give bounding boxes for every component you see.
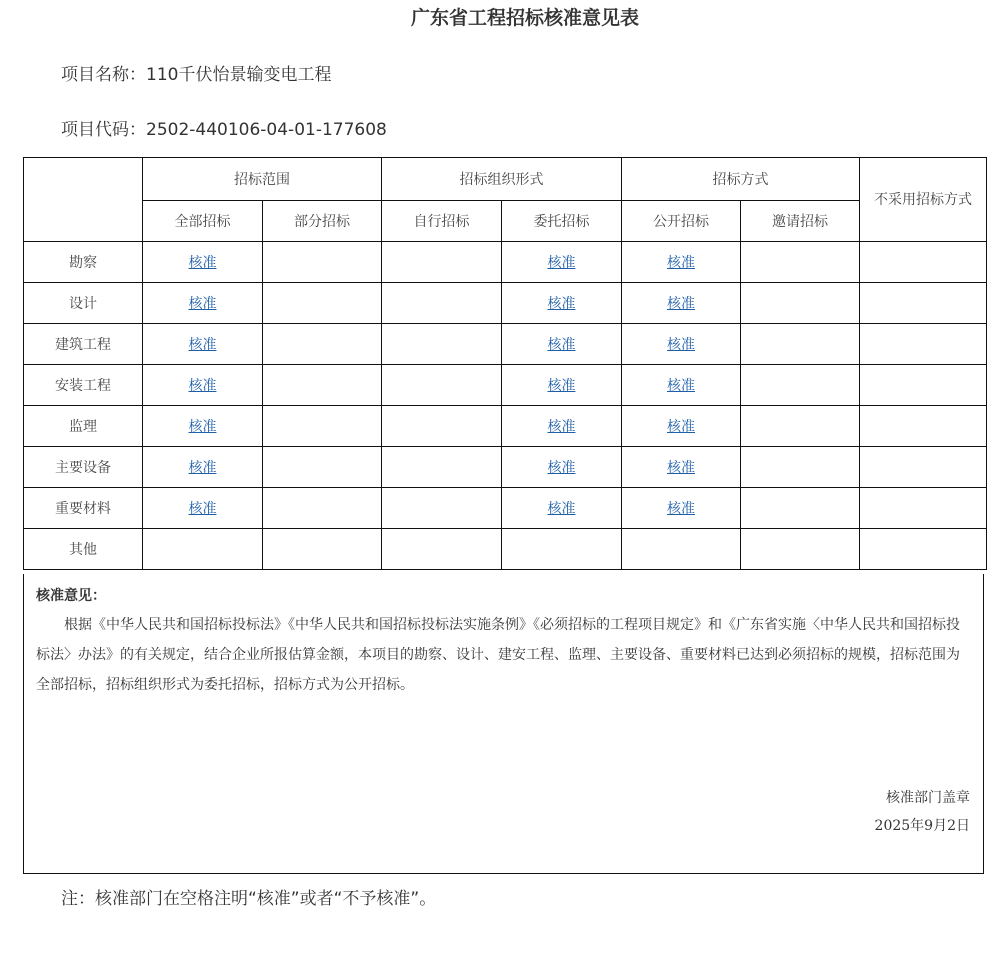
table-cell: [263, 283, 382, 324]
subheader-open-bidding: 公开招标: [622, 201, 741, 242]
table-cell: [622, 529, 741, 570]
table-cell: [741, 406, 860, 447]
group-header-organization: 招标组织形式: [382, 158, 622, 201]
table-row: [24, 324, 987, 365]
approval-link[interactable]: 核准: [547, 337, 576, 353]
table-cell: [860, 447, 987, 488]
department-seal-label: 核准部门盖章: [886, 790, 970, 806]
table-cell: [382, 283, 502, 324]
table-cell: [741, 283, 860, 324]
table-cell: [622, 488, 741, 529]
approval-link[interactable]: 核准: [667, 501, 695, 517]
header-row-subcolumns: [24, 201, 987, 242]
table-cell: [860, 488, 987, 529]
table-cell: [143, 283, 263, 324]
approval-link[interactable]: 核准: [547, 255, 576, 271]
table-cell: [622, 242, 741, 283]
table-cell: [143, 324, 263, 365]
table-cell: [741, 488, 860, 529]
table-cell: [382, 365, 502, 406]
project-name-label: 项目名称：: [61, 65, 146, 85]
table-cell: [860, 242, 987, 283]
approval-link[interactable]: 核准: [188, 337, 217, 353]
table-cell: [263, 447, 382, 488]
approval-link[interactable]: 核准: [547, 460, 576, 476]
table-cell: [143, 365, 263, 406]
table-cell: [502, 365, 622, 406]
project-name-value: 110千伏怡景输变电工程: [146, 65, 332, 85]
table-row: [24, 283, 987, 324]
row-label: 其他: [24, 529, 143, 570]
table-cell: [622, 447, 741, 488]
subheader-entrusted: 委托招标: [502, 201, 622, 242]
table-row: [24, 529, 987, 570]
footnote: 注：核准部门在空格注明“核准”或者“不予核准”。: [61, 889, 437, 909]
row-label: 安装工程: [24, 365, 143, 406]
table-cell: [263, 488, 382, 529]
project-code-label: 项目代码：: [61, 120, 146, 140]
approval-link[interactable]: 核准: [188, 255, 217, 271]
table-cell: [860, 283, 987, 324]
table-cell: [263, 529, 382, 570]
table-cell: [860, 529, 987, 570]
page-title: 广东省工程招标核准意见表: [410, 7, 639, 29]
approval-link[interactable]: 核准: [667, 378, 695, 394]
approval-link[interactable]: 核准: [667, 255, 695, 271]
table-cell: [382, 324, 502, 365]
table-cell: [382, 406, 502, 447]
approval-link[interactable]: 核准: [188, 419, 217, 435]
approval-date: 2025年9月2日: [874, 818, 970, 834]
row-label: 建筑工程: [24, 324, 143, 365]
group-header-method: 招标方式: [622, 158, 860, 201]
table-cell: [502, 283, 622, 324]
row-label: 主要设备: [24, 447, 143, 488]
approval-link[interactable]: 核准: [667, 337, 695, 353]
table-cell: [741, 447, 860, 488]
project-code-value: 2502-440106-04-01-177608: [146, 120, 387, 140]
table-cell: [860, 324, 987, 365]
row-label: 设计: [24, 283, 143, 324]
corner-cell: [24, 158, 143, 242]
table-cell: [382, 529, 502, 570]
table-cell: [143, 529, 263, 570]
table-cell: [860, 406, 987, 447]
opinion-text: 根据《中华人民共和国招标投标法》《中华人民共和国招标投标法实施条例》《必须招标的工程项目规定》和《广东省实施〈中华人民共和国招标投标法〉办法》的有关规定，结合企业所报估算金额，本项目的勘察、设计、建安工程、监理、主要设备、重要材料已达到必须招标的规模，招标范围为全部招标，招标组织形式为委托招标，招标方式为公开招标。: [36, 617, 960, 693]
approval-link[interactable]: 核准: [547, 296, 576, 312]
table-cell: [143, 406, 263, 447]
table-cell: [502, 242, 622, 283]
table-row: [24, 488, 987, 529]
approval-link[interactable]: 核准: [667, 460, 695, 476]
table-cell: [502, 529, 622, 570]
table-cell: [622, 406, 741, 447]
table-cell: [502, 488, 622, 529]
table-cell: [502, 406, 622, 447]
table-cell: [741, 365, 860, 406]
approval-link[interactable]: 核准: [547, 419, 576, 435]
table-cell: [741, 529, 860, 570]
table-cell: [263, 406, 382, 447]
row-label: 勘察: [24, 242, 143, 283]
table-row: [24, 242, 987, 283]
header-row-groups: [24, 158, 987, 201]
subheader-invited-bidding: 邀请招标: [741, 201, 860, 242]
table-cell: [263, 242, 382, 283]
subheader-partial-bidding: 部分招标: [263, 201, 382, 242]
approval-link[interactable]: 核准: [188, 378, 217, 394]
approval-link[interactable]: 核准: [547, 501, 576, 517]
project-code-line: [61, 115, 387, 140]
project-name-line: [61, 60, 331, 85]
approval-link[interactable]: 核准: [547, 378, 576, 394]
group-header-no-bidding: 不采用招标方式: [860, 158, 987, 242]
row-label: 重要材料: [24, 488, 143, 529]
table-cell: [143, 242, 263, 283]
table-cell: [263, 324, 382, 365]
table-cell: [382, 447, 502, 488]
table-row: [24, 406, 987, 447]
table-cell: [622, 324, 741, 365]
table-cell: [143, 447, 263, 488]
subheader-full-bidding: 全部招标: [143, 201, 263, 242]
opinion-label: 核准意见：: [36, 588, 106, 604]
approval-link[interactable]: 核准: [188, 296, 217, 312]
subheader-self-organized: 自行招标: [382, 201, 502, 242]
group-header-scope: 招标范围: [143, 158, 382, 201]
table-cell: [143, 488, 263, 529]
approval-table: [23, 157, 987, 570]
approval-link[interactable]: 核准: [188, 501, 217, 517]
table-cell: [860, 365, 987, 406]
table-row: [24, 365, 987, 406]
approval-link[interactable]: 核准: [667, 419, 695, 435]
approval-link[interactable]: 核准: [188, 460, 217, 476]
table-cell: [502, 324, 622, 365]
table-row: [24, 447, 987, 488]
approval-opinion-box: [23, 574, 984, 874]
table-cell: [263, 365, 382, 406]
table-cell: [382, 488, 502, 529]
row-label: 监理: [24, 406, 143, 447]
table-cell: [502, 447, 622, 488]
table-cell: [622, 365, 741, 406]
approval-link[interactable]: 核准: [667, 296, 695, 312]
table-cell: [741, 242, 860, 283]
table-cell: [382, 242, 502, 283]
table-cell: [622, 283, 741, 324]
table-cell: [741, 324, 860, 365]
